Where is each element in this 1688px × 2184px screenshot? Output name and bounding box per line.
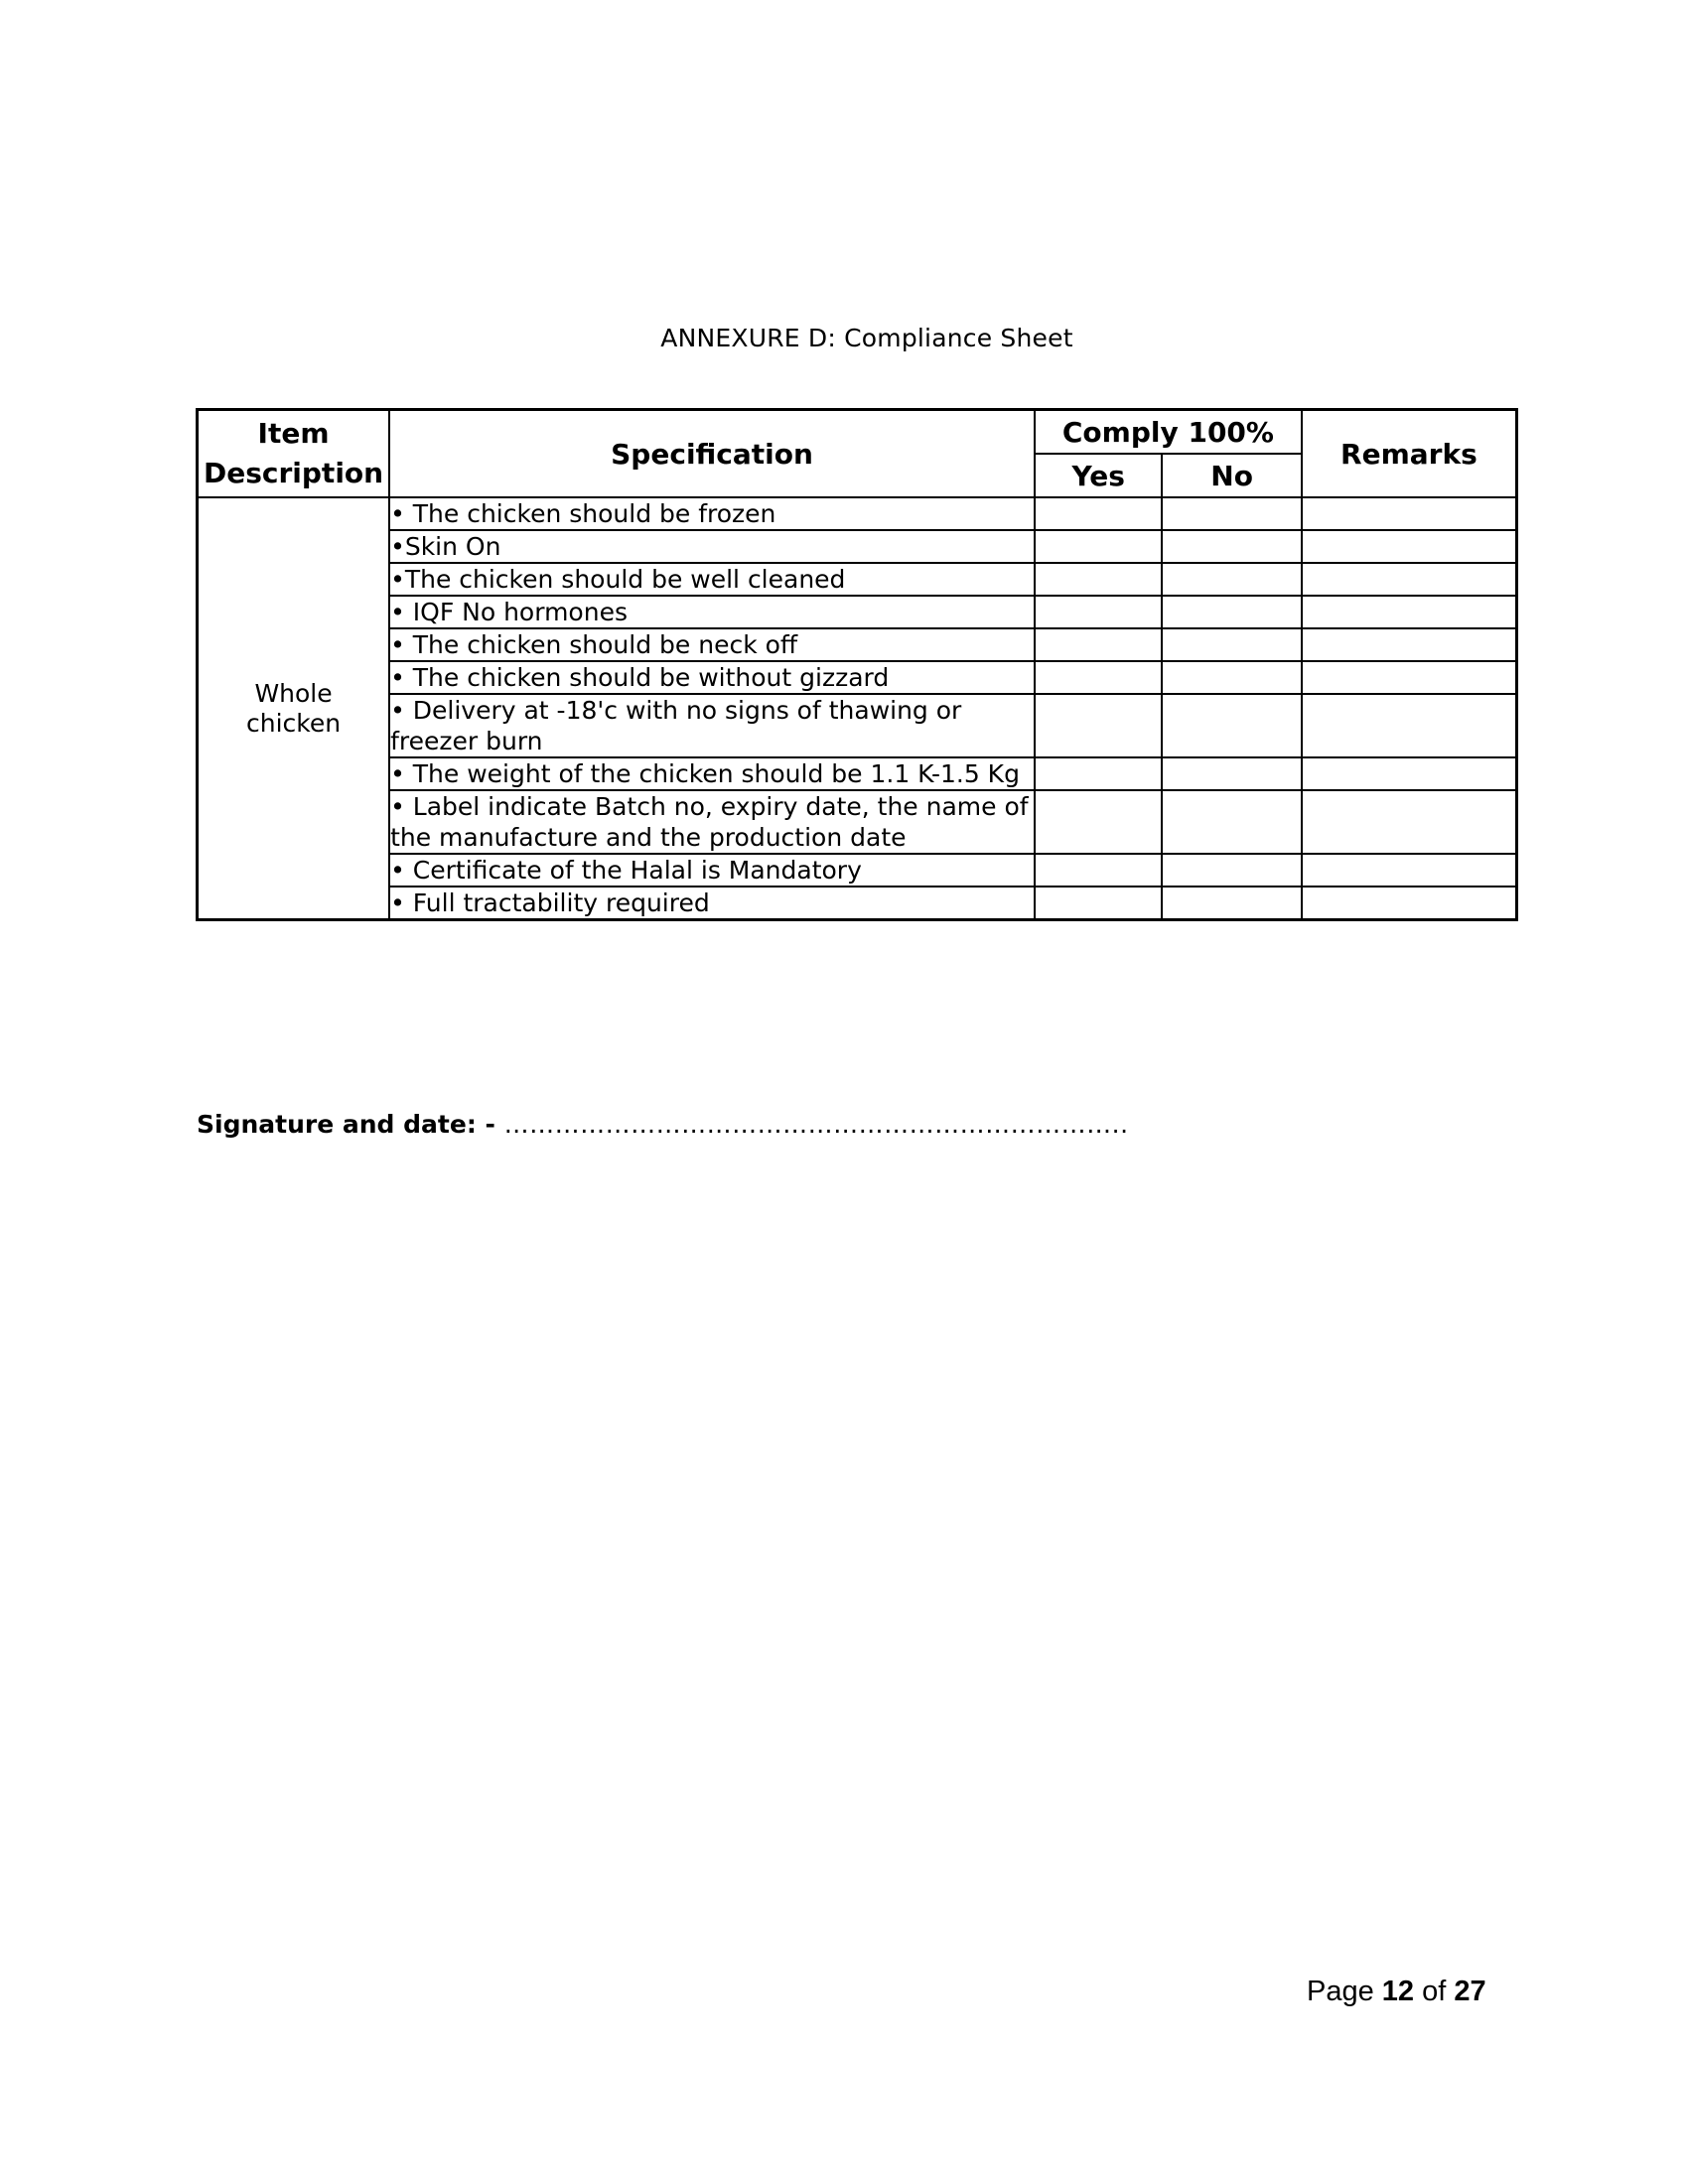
spec-cell: • The chicken should be frozen: [389, 497, 1035, 530]
remarks-cell[interactable]: [1302, 661, 1517, 694]
remarks-cell[interactable]: [1302, 854, 1517, 887]
table-row: [198, 661, 1517, 694]
spec-cell: • Delivery at -18'c with no signs of thawing or freezer burn: [389, 694, 1035, 757]
spec-cell: • The chicken should be neck off: [389, 628, 1035, 661]
yes-cell[interactable]: [1035, 694, 1162, 757]
yes-cell[interactable]: [1035, 497, 1162, 530]
spec-cell: •Skin On: [389, 530, 1035, 563]
header-item-line2: Description: [203, 457, 384, 489]
header-comply: Comply 100%: [1035, 410, 1302, 455]
yes-cell[interactable]: [1035, 757, 1162, 790]
no-cell[interactable]: [1162, 757, 1301, 790]
page-current: 12: [1381, 1976, 1415, 2007]
remarks-cell[interactable]: [1302, 757, 1517, 790]
signature-line: [197, 1110, 1129, 1139]
table-row: [198, 694, 1517, 757]
header-yes: Yes: [1035, 454, 1162, 497]
page-prefix: Page: [1307, 1976, 1374, 2007]
remarks-cell[interactable]: [1302, 530, 1517, 563]
remarks-cell[interactable]: [1302, 563, 1517, 596]
item-description-cell: [198, 497, 390, 920]
no-cell[interactable]: [1162, 497, 1301, 530]
remarks-cell[interactable]: [1302, 628, 1517, 661]
no-cell[interactable]: [1162, 854, 1301, 887]
remarks-cell[interactable]: [1302, 790, 1517, 854]
no-cell[interactable]: [1162, 790, 1301, 854]
header-specification: Specification: [389, 410, 1035, 498]
signature-dots: ………………………………………………………………..: [503, 1110, 1129, 1139]
yes-cell[interactable]: [1035, 790, 1162, 854]
remarks-cell[interactable]: [1302, 596, 1517, 628]
yes-cell[interactable]: [1035, 661, 1162, 694]
yes-cell[interactable]: [1035, 563, 1162, 596]
table-row: [198, 790, 1517, 854]
spec-cell: • Certificate of the Halal is Mandatory: [389, 854, 1035, 887]
no-cell[interactable]: [1162, 628, 1301, 661]
no-cell[interactable]: [1162, 530, 1301, 563]
spec-cell: •The chicken should be well cleaned: [389, 563, 1035, 596]
spec-cell: • IQF No hormones: [389, 596, 1035, 628]
signature-label: Signature and date: -: [197, 1110, 495, 1139]
table-row: [198, 854, 1517, 887]
header-item-description: [198, 410, 390, 498]
compliance-table: [196, 408, 1518, 921]
remarks-cell[interactable]: [1302, 887, 1517, 920]
page-title: ANNEXURE D: Compliance Sheet: [660, 324, 1073, 352]
spec-cell: • The weight of the chicken should be 1.1 K-1.5 Kg: [389, 757, 1035, 790]
table-row: [198, 757, 1517, 790]
no-cell[interactable]: [1162, 563, 1301, 596]
header-item-line1: Item: [257, 417, 330, 450]
table-row: [198, 563, 1517, 596]
page-of: of: [1422, 1976, 1447, 2007]
no-cell[interactable]: [1162, 887, 1301, 920]
remarks-cell[interactable]: [1302, 694, 1517, 757]
no-cell[interactable]: [1162, 694, 1301, 757]
table-row: [198, 497, 1517, 530]
yes-cell[interactable]: [1035, 530, 1162, 563]
no-cell[interactable]: [1162, 661, 1301, 694]
yes-cell[interactable]: [1035, 628, 1162, 661]
table-row: [198, 628, 1517, 661]
header-no: No: [1162, 454, 1301, 497]
remarks-cell[interactable]: [1302, 497, 1517, 530]
no-cell[interactable]: [1162, 596, 1301, 628]
table-row: [198, 530, 1517, 563]
page-number: [1307, 1976, 1486, 2008]
yes-cell[interactable]: [1035, 854, 1162, 887]
table-row: [198, 887, 1517, 920]
page-total: 27: [1454, 1976, 1486, 2007]
spec-cell: • The chicken should be without gizzard: [389, 661, 1035, 694]
yes-cell[interactable]: [1035, 596, 1162, 628]
item-line1: Whole: [254, 678, 333, 708]
table-row: [198, 596, 1517, 628]
spec-cell: • Label indicate Batch no, expiry date, the name of the manufacture and the production date: [389, 790, 1035, 854]
item-line2: chicken: [245, 708, 342, 738]
header-remarks: Remarks: [1302, 410, 1517, 498]
yes-cell[interactable]: [1035, 887, 1162, 920]
spec-cell: • Full tractability required: [389, 887, 1035, 920]
